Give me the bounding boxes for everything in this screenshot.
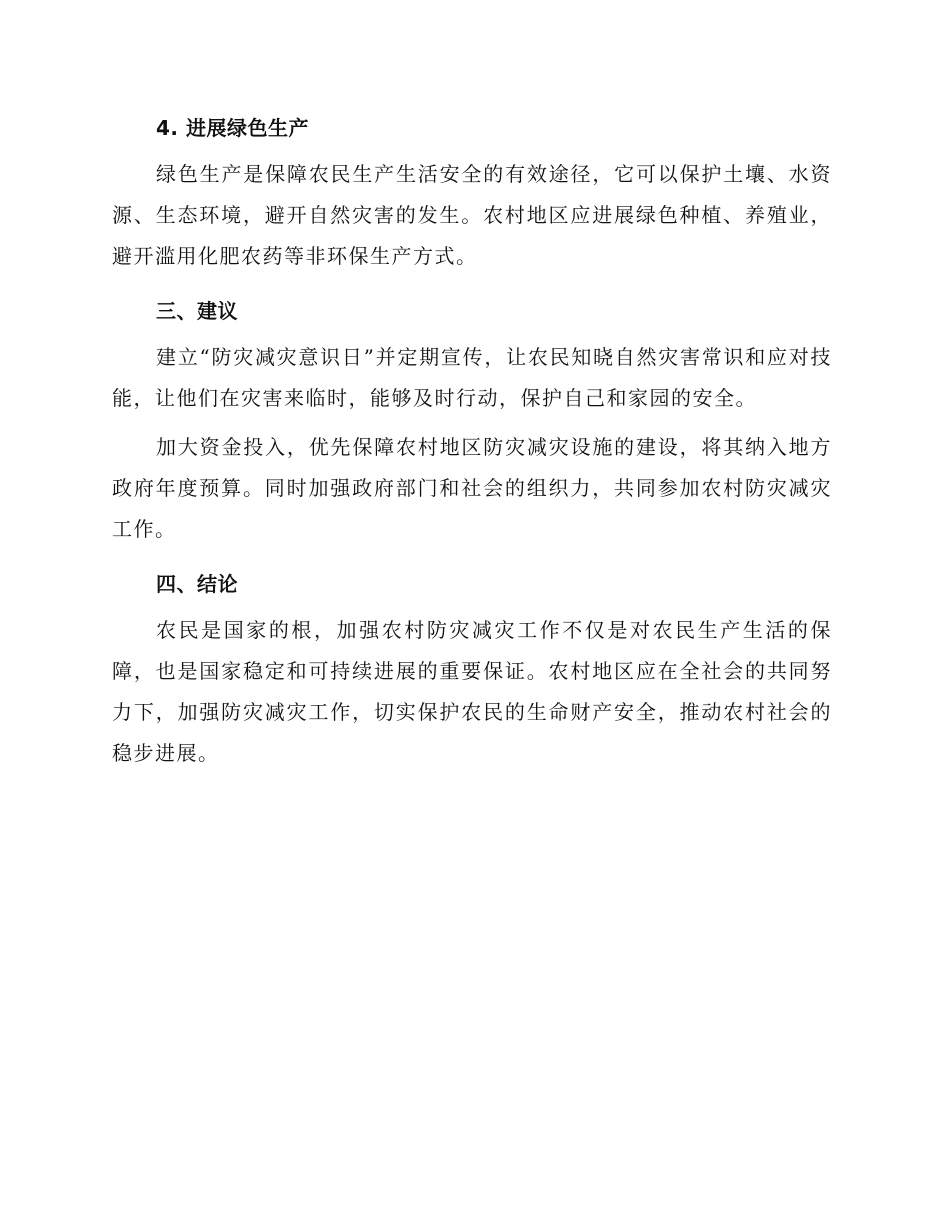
section-heading-conclusion: 四、结论 [156, 572, 238, 596]
paragraph-conclusion: 农民是国家的根，加强农村防灾减灾工作不仅是对农民生产生活的保障，也是国家稳定和可持续进展的重要保证。农村地区应在全社会的共同努力下，加强防灾减灾工作，切实保护农民的生命财产安全，推动农村社会的稳步进展。 [112, 618, 832, 765]
section-heading-suggestions: 三、建议 [156, 299, 238, 323]
document-body [112, 108, 832, 782]
paragraph-funding: 加大资金投入，优先保障农村地区防灾减灾设施的建设，将其纳入地方政府年度预算。同时加强政府部门和社会的组织力，共同参加农村防灾减灾工作。 [112, 435, 832, 541]
section-heading-green-production: 4. 进展绿色生产 [156, 116, 309, 140]
paragraph-awareness-day: 建立“防灾减灾意识日”并定期宣传，让农民知晓自然灾害常识和应对技能，让他们在灾害来临时，能够及时行动，保护自己和家园的安全。 [112, 345, 832, 410]
paragraph-green-production: 绿色生产是保障农民生产生活安全的有效途径，它可以保护土壤、水资源、生态环境，避开自然灾害的发生。农村地区应进展绿色种植、养殖业，避开滥用化肥农药等非环保生产方式。 [112, 162, 832, 268]
